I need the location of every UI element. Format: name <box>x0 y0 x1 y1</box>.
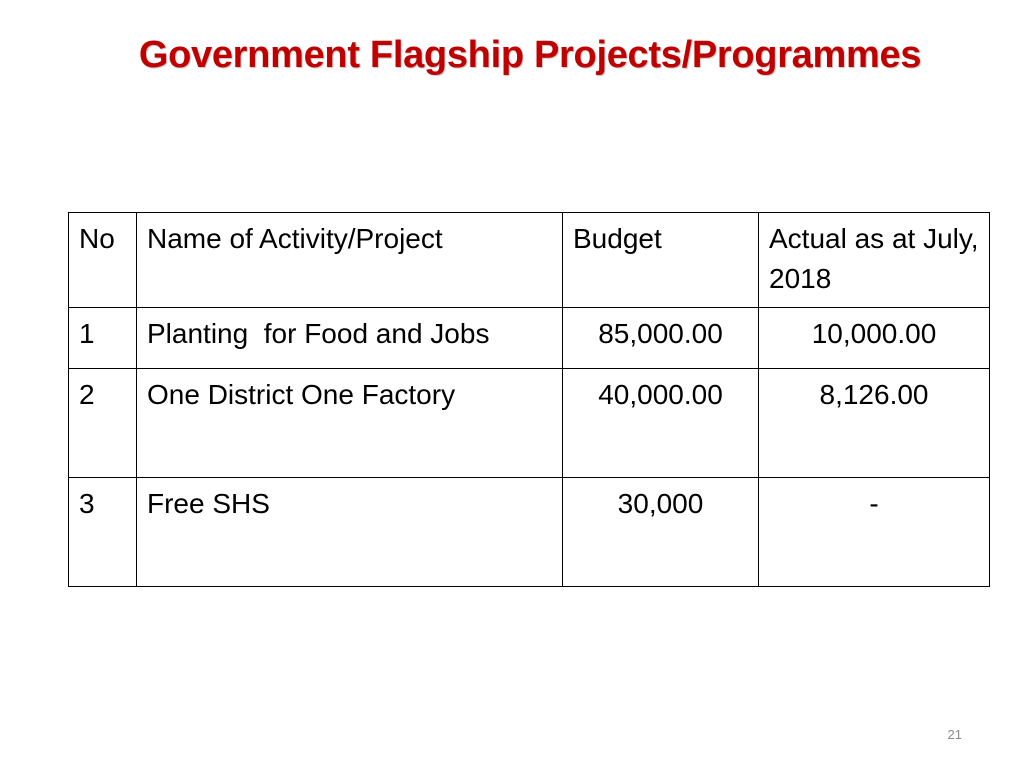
cell-no: 1 <box>69 308 137 369</box>
table-header-row <box>69 213 990 308</box>
table-row <box>69 308 990 369</box>
header-name: Name of Activity/Project <box>137 213 563 308</box>
cell-actual: - <box>759 478 990 587</box>
table-row <box>69 478 990 587</box>
cell-actual: 8,126.00 <box>759 369 990 478</box>
cell-budget: 85,000.00 <box>563 308 759 369</box>
cell-name: One District One Factory <box>137 369 563 478</box>
cell-budget: 40,000.00 <box>563 369 759 478</box>
projects-table <box>68 212 990 587</box>
cell-actual: 10,000.00 <box>759 308 990 369</box>
cell-no: 3 <box>69 478 137 587</box>
cell-no: 2 <box>69 369 137 478</box>
header-actual: Actual as at July, 2018 <box>759 213 990 308</box>
cell-name: Free SHS <box>137 478 563 587</box>
slide-title: Government Flagship Projects/Programmes <box>138 34 922 76</box>
slide-number: 21 <box>947 727 962 742</box>
header-no: No <box>69 213 137 308</box>
header-budget: Budget <box>563 213 759 308</box>
table-row <box>69 369 990 478</box>
cell-name: Planting for Food and Jobs <box>137 308 563 369</box>
cell-budget: 30,000 <box>563 478 759 587</box>
